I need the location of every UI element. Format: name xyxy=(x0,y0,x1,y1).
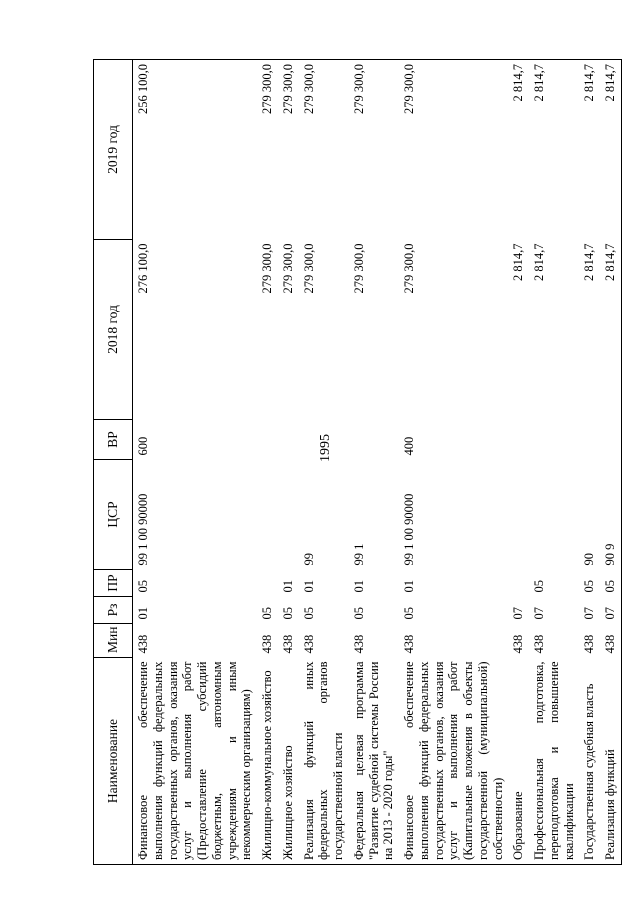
row-pr: 01 xyxy=(351,580,366,593)
row-rz: 05 xyxy=(280,607,295,620)
table-row xyxy=(299,60,349,865)
row-2018: 2 814,7 xyxy=(600,240,621,420)
row-2018: 2 814,7 xyxy=(511,243,526,281)
row-2018: 279 300,0 xyxy=(301,243,316,294)
row-pr: 05 xyxy=(600,570,621,597)
row-rz: 01 xyxy=(136,607,150,620)
row-name: Реализация функций xyxy=(600,658,621,865)
row-csr: 90 9 xyxy=(600,460,621,570)
row-pr: 05 xyxy=(532,580,546,593)
row-vr xyxy=(349,420,399,460)
row-2019: 2 814,7 xyxy=(600,60,621,240)
row-name: Финансовое обеспечение выполнения функций федеральных государственных органов, оказания услуг и выполнения работ (Капитальные вложения в объекты государственной (муниципальной) собственности) xyxy=(399,658,508,865)
row-rz: 05 xyxy=(301,607,316,620)
row-vr xyxy=(257,420,278,460)
row-name: Жилищное хозяйство xyxy=(278,658,299,865)
row-2018: 279 300,0 xyxy=(280,243,295,294)
row-rz: 05 xyxy=(260,607,274,620)
row-vr xyxy=(299,420,349,460)
table-row xyxy=(349,60,399,865)
row-pr: 01 xyxy=(280,580,295,593)
row-pr: 05 xyxy=(136,580,150,593)
row-2019: 2 814,7 xyxy=(579,60,600,240)
row-name: Финансовое обеспечение выполнения функций федеральных государственных органов, оказания услуг и выполнения работ (Предоставление субсидий бюджетным, автономным учреждениям и иным некоммерческим организациям) xyxy=(133,658,258,865)
row-csr: 90 xyxy=(582,553,597,566)
row-min: 438 xyxy=(600,624,621,658)
row-vr xyxy=(529,420,579,460)
table-row xyxy=(579,60,600,865)
row-name: Профессиональная подготовка, переподготовка и повышение квалификации xyxy=(529,658,579,865)
row-2019: 2 814,7 xyxy=(529,60,579,240)
row-min: 438 xyxy=(532,634,546,654)
row-2018: 279 300,0 xyxy=(402,243,416,294)
row-pr xyxy=(257,570,278,597)
row-min: 438 xyxy=(582,634,597,654)
row-2018: 276 100,0 xyxy=(136,243,150,294)
row-vr xyxy=(508,420,529,460)
row-rz: 07 xyxy=(600,597,621,624)
row-name: Федеральная целевая программа "Развитие судебной системы России на 2013 - 2020 годы" xyxy=(349,658,399,865)
row-name: Жилищно-коммунальное хозяйство xyxy=(257,658,278,865)
row-csr xyxy=(529,460,579,570)
budget-table xyxy=(93,59,622,865)
row-csr xyxy=(257,460,278,570)
row-min: 438 xyxy=(511,634,526,654)
row-2019: 279 300,0 xyxy=(349,60,399,240)
table-row xyxy=(600,60,621,865)
table-row xyxy=(133,60,258,865)
header-min: Мин xyxy=(94,624,133,658)
row-vr xyxy=(278,420,299,460)
table-row xyxy=(508,60,529,865)
header-2018: 2018 год xyxy=(94,240,133,420)
row-2018: 279 300,0 xyxy=(260,243,274,294)
row-pr: 01 xyxy=(301,580,316,593)
row-csr: 99 1 xyxy=(351,543,366,566)
row-2019: 279 300,0 xyxy=(299,60,349,240)
row-2019: 279 300,0 xyxy=(399,60,508,240)
row-vr: 600 xyxy=(136,436,150,456)
header-pr: ПР xyxy=(94,570,133,597)
header-name: Наименование xyxy=(94,658,133,865)
row-rz: 05 xyxy=(351,607,366,620)
row-pr xyxy=(508,570,529,597)
header-csr: ЦСР xyxy=(94,460,133,570)
row-min: 438 xyxy=(136,634,150,654)
row-2019: 279 300,0 xyxy=(257,60,278,240)
row-name: Реализация функций иных федеральных органов государственной власти xyxy=(299,658,349,865)
row-2019: 256 100,0 xyxy=(133,60,258,240)
row-csr: 99 1 00 90000 xyxy=(402,493,416,566)
page-number-text: 1995 xyxy=(318,434,333,462)
row-rz: 07 xyxy=(582,607,597,620)
row-csr xyxy=(278,460,299,570)
row-pr: 05 xyxy=(582,580,597,593)
row-csr: 99 xyxy=(301,553,316,566)
row-vr xyxy=(600,420,621,460)
table-header-row xyxy=(94,60,133,865)
row-name: Образование xyxy=(508,658,529,865)
row-min: 438 xyxy=(351,634,366,654)
header-2019: 2019 год xyxy=(94,60,133,240)
row-min: 438 xyxy=(260,634,274,654)
header-vr: ВР xyxy=(94,420,133,460)
row-vr xyxy=(579,420,600,460)
table-row xyxy=(257,60,278,865)
row-min: 438 xyxy=(301,634,316,654)
table-row xyxy=(278,60,299,865)
row-csr xyxy=(508,460,529,570)
row-2018: 2 814,7 xyxy=(532,243,546,281)
table-row xyxy=(399,60,508,865)
row-2018: 279 300,0 xyxy=(351,243,366,294)
row-2018: 2 814,7 xyxy=(582,243,597,281)
row-pr: 01 xyxy=(402,580,416,593)
row-2019: 279 300,0 xyxy=(278,60,299,240)
row-rz: 07 xyxy=(511,607,526,620)
budget-table-wrapper xyxy=(93,60,617,865)
table-row xyxy=(529,60,579,865)
row-min: 438 xyxy=(402,634,416,654)
row-vr: 400 xyxy=(402,436,416,456)
row-rz: 05 xyxy=(402,607,416,620)
row-csr: 99 1 00 90000 xyxy=(136,493,150,566)
header-rz: Рз xyxy=(94,597,133,624)
row-rz: 07 xyxy=(532,607,546,620)
row-min: 438 xyxy=(280,634,295,654)
row-name: Государственная судебная власть xyxy=(579,658,600,865)
row-2019: 2 814,7 xyxy=(508,60,529,240)
